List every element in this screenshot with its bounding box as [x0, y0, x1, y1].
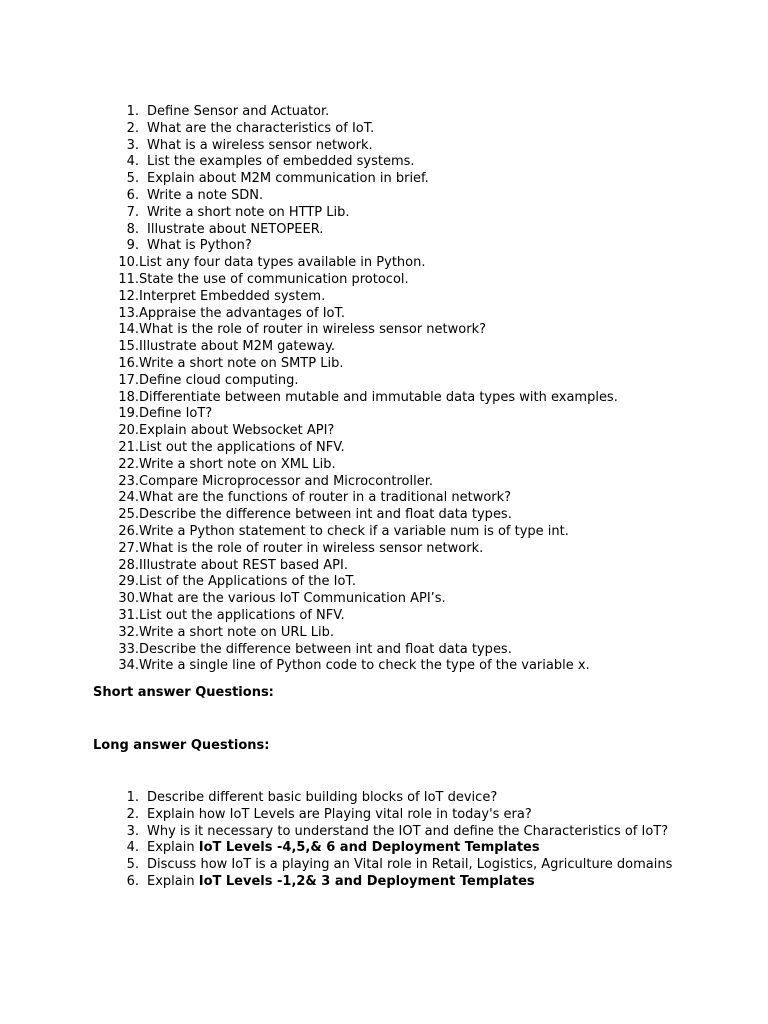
- list-item-number: 1.: [126, 790, 139, 805]
- list-item-text: Write a Python statement to check if a variable num is of type int.: [139, 523, 569, 539]
- list-item-number: 15.: [118, 339, 139, 355]
- short-answer-heading: Short answer Questions:: [93, 685, 274, 700]
- list-item-text: List of the Applications of the IoT.: [139, 574, 356, 590]
- list-item-number: 1.: [126, 104, 139, 119]
- list-item-text: Define cloud computing.: [139, 372, 299, 388]
- list-item: [93, 558, 618, 575]
- list-item-number: 6.: [126, 873, 139, 889]
- list-item-plain-text: Explain: [147, 873, 199, 889]
- list-item-text: List the examples of embedded systems.: [147, 154, 415, 170]
- list-item: [93, 625, 618, 642]
- list-item: [93, 356, 618, 373]
- list-item-text: What is the role of router in wireless sensor network?: [139, 322, 486, 338]
- list-item-number: 11.: [118, 271, 139, 287]
- list-item-number: 2.: [126, 806, 139, 822]
- list-item-number: 4.: [126, 154, 139, 170]
- list-item-text: [147, 874, 693, 891]
- list-item-text: What are the characteristics of IoT.: [147, 120, 375, 136]
- list-item-number: 27.: [118, 540, 139, 556]
- list-item-number: 3.: [126, 137, 139, 153]
- list-item-number: 16.: [118, 355, 139, 371]
- list-item: [93, 272, 618, 289]
- list-item-text: List out the applications of NFV.: [139, 607, 345, 623]
- list-item-text: Write a short note on URL Lib.: [139, 624, 334, 640]
- list-item: [93, 642, 618, 659]
- list-item: [93, 874, 693, 891]
- list-item: [93, 440, 618, 457]
- list-item: [93, 238, 618, 255]
- list-item: [93, 608, 618, 625]
- list-item-text: Write a single line of Python code to check the type of the variable x.: [139, 658, 590, 674]
- list-item-text: Define Sensor and Actuator.: [147, 104, 330, 119]
- list-item-bold-text: IoT Levels -4,5,& 6 and Deployment Templates: [198, 840, 540, 856]
- list-item-number: 26.: [118, 523, 139, 539]
- list-item-number: 9.: [126, 238, 139, 254]
- list-item-text: Write a short note on XML Lib.: [139, 456, 336, 472]
- list-item-text: What is the role of router in wireless sensor network.: [139, 540, 484, 556]
- list-item-number: 7.: [126, 204, 139, 220]
- list-item: [93, 289, 618, 306]
- list-item-plain-text: Discuss how IoT is a playing an Vital role in Retail, Logistics, Agriculture domains: [147, 857, 673, 873]
- list-item-text: Interpret Embedded system.: [139, 288, 326, 304]
- list-item-number: 23.: [118, 473, 139, 489]
- list-item-number: 19.: [118, 406, 139, 422]
- list-item-text: Define IoT?: [139, 406, 213, 422]
- list-item: [93, 474, 618, 491]
- list-item-text: Describe the difference between int and float data types.: [139, 641, 512, 657]
- list-item-text: Differentiate between mutable and immutable data types with examples.: [139, 389, 618, 405]
- list-item-text: Explain about Websocket API?: [139, 423, 335, 439]
- list-item: [93, 188, 618, 205]
- list-item-text: List any four data types available in Python.: [139, 255, 426, 271]
- list-item-text: [147, 807, 693, 824]
- list-item-text: [147, 857, 693, 874]
- list-item-number: 6.: [126, 187, 139, 203]
- list-item-number: 10.: [118, 255, 139, 271]
- list-item: [93, 390, 618, 407]
- list-item: [93, 205, 618, 222]
- list-item-text: Appraise the advantages of IoT.: [139, 305, 346, 321]
- list-item-text: Compare Microprocessor and Microcontroller.: [139, 473, 434, 489]
- list-item-text: Describe the difference between int and float data types.: [139, 507, 512, 523]
- list-item-text: Write a short note on SMTP Lib.: [139, 355, 344, 371]
- list-item-number: 29.: [118, 574, 139, 590]
- list-item: [93, 322, 618, 339]
- list-item: [93, 507, 618, 524]
- list-item-text: What are the various IoT Communication API’s.: [139, 591, 446, 607]
- list-item: [93, 104, 618, 121]
- list-item: [93, 490, 618, 507]
- list-item: [93, 222, 618, 239]
- list-item-text: Write a note SDN.: [147, 187, 264, 203]
- list-item-text: List out the applications of NFV.: [139, 439, 345, 455]
- list-item: [93, 857, 693, 874]
- list-item: [93, 790, 693, 807]
- list-item-number: 25.: [118, 507, 139, 523]
- list-item: [93, 121, 618, 138]
- list-item: [93, 339, 618, 356]
- list-item-number: 24.: [118, 490, 139, 506]
- list-item-number: 12.: [118, 288, 139, 304]
- list-item-text: Illustrate about M2M gateway.: [139, 339, 336, 355]
- list-item: [93, 807, 693, 824]
- long-answer-heading: Long answer Questions:: [93, 738, 270, 753]
- list-item: [93, 171, 618, 188]
- list-item-text: Illustrate about NETOPEER.: [147, 221, 324, 237]
- list-item-plain-text: Why is it necessary to understand the IOT and define the Characteristics of IoT?: [147, 823, 669, 839]
- list-item-text: What are the functions of router in a traditional network?: [139, 490, 512, 506]
- list-item-text: Write a short note on HTTP Lib.: [147, 204, 350, 220]
- list-item-number: 4.: [126, 840, 139, 856]
- list-item-number: 31.: [118, 607, 139, 623]
- list-item-number: 5.: [126, 857, 139, 873]
- list-item: [93, 457, 618, 474]
- list-item-number: 30.: [118, 591, 139, 607]
- list-item-text: [147, 824, 693, 841]
- list-item-number: 14.: [118, 322, 139, 338]
- list-item-text: State the use of communication protocol.: [139, 271, 409, 287]
- list-item: [93, 306, 618, 323]
- list-item: [93, 824, 693, 841]
- list-item: [93, 840, 693, 857]
- list-item-number: 5.: [126, 171, 139, 187]
- long-question-list: [93, 790, 693, 891]
- list-item: [93, 423, 618, 440]
- list-item-plain-text: Describe different basic building blocks of IoT device?: [147, 790, 498, 805]
- list-item-number: 28.: [118, 557, 139, 573]
- list-item-number: 18.: [118, 389, 139, 405]
- list-item: [93, 541, 618, 558]
- list-item: [93, 524, 618, 541]
- short-question-list: [93, 104, 618, 675]
- list-item-text: What is Python?: [147, 238, 252, 254]
- list-item: [93, 373, 618, 390]
- list-item-number: 3.: [126, 823, 139, 839]
- list-item: [93, 658, 618, 675]
- list-item-number: 33.: [118, 641, 139, 657]
- list-item: [93, 591, 618, 608]
- list-item: [93, 154, 618, 171]
- list-item-bold-text: IoT Levels -1,2& 3 and Deployment Templates: [198, 873, 535, 889]
- list-item-plain-text: Explain how IoT Levels are Playing vital role in today's era?: [147, 806, 532, 822]
- list-item-text: [147, 840, 693, 857]
- list-item-text: Explain about M2M communication in brief.: [147, 171, 429, 187]
- list-item-plain-text: Explain: [147, 840, 199, 856]
- list-item-number: 17.: [118, 372, 139, 388]
- list-item-number: 21.: [118, 439, 139, 455]
- list-item-number: 8.: [126, 221, 139, 237]
- list-item-number: 20.: [118, 423, 139, 439]
- list-item: [93, 255, 618, 272]
- list-item-number: 2.: [126, 120, 139, 136]
- list-item-number: 22.: [118, 456, 139, 472]
- list-item-text: [147, 790, 693, 807]
- list-item-number: 34.: [118, 658, 139, 674]
- list-item-text: What is a wireless sensor network.: [147, 137, 373, 153]
- list-item-number: 32.: [118, 624, 139, 640]
- list-item: [93, 138, 618, 155]
- list-item-number: 13.: [118, 305, 139, 321]
- list-item: [93, 406, 618, 423]
- list-item: [93, 574, 618, 591]
- list-item-text: Illustrate about REST based API.: [139, 557, 348, 573]
